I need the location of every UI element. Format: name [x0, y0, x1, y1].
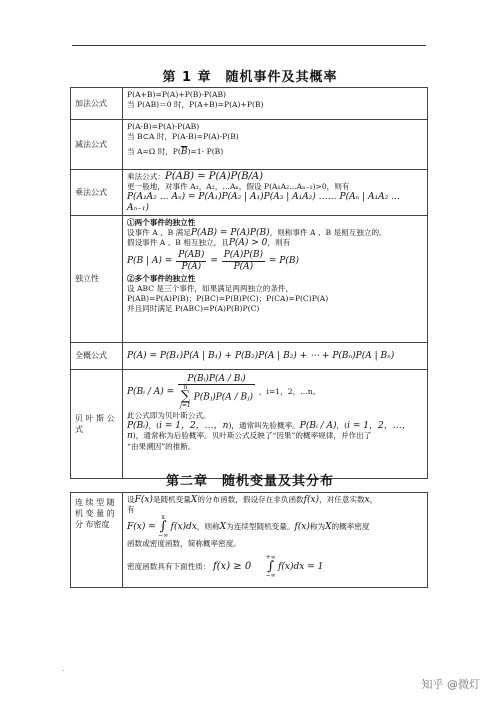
density-variable-x: X [325, 522, 332, 533]
bayes-text-2b: ，( [148, 421, 160, 431]
bayes-text-3b: )，通常称为后验概率。贝叶斯公式反映了“因果”的概率规律，并作出了 [132, 431, 372, 441]
density-line-3 [127, 515, 423, 539]
table-row-independence [71, 215, 428, 342]
summation-lower: j=1 [180, 402, 191, 410]
chapter2-title: 第二章 随机变量及其分布 [165, 474, 334, 489]
summation-sign: ∑ [180, 389, 191, 405]
multiplication-general-formula: P(A₁A₂ … Aₙ) = P(A₁)P(A₂ | A₁)P(A₃ | A₁A₂) …… P(Aₙ | A₁A₂ … Aₙ₋₁) [127, 192, 401, 213]
bayes-line-3 [127, 431, 423, 441]
bayes-line-4: “由果溯因”的推断。 [127, 441, 196, 451]
fraction-2-numerator: P(A)P(B) [223, 250, 264, 261]
density-text-1i: ， [369, 495, 378, 504]
density-line-2: 有 [127, 505, 135, 515]
density-text-3g: 称为 [309, 522, 326, 532]
density-line-5 [127, 555, 423, 579]
multiplication-intro: 乘法公式： [127, 172, 165, 181]
bayes-label: 贝 叶 斯 公 式 [71, 369, 123, 478]
bayes-line-1: 此公式即为贝叶斯公式。 [127, 411, 211, 421]
density-text-1e: 的分布函数，假设存在非负函数 [197, 495, 304, 504]
density-line-4: 函数或密度函数，简称概率密度。 [127, 539, 241, 549]
integral-1-upper: x [161, 514, 165, 522]
table-row-continuous-density [71, 493, 428, 588]
bayes-denominator [178, 385, 255, 409]
fraction-2 [222, 250, 265, 271]
independence-text-2a: 假设事件 A 、B 相互独立，且 [127, 238, 229, 248]
density-text-3i: 的概率密度 [331, 522, 370, 532]
bayes-index-range: ，i=1，2，…n。 [258, 386, 321, 396]
density-properties-intro: 密度函数具有下面性质： [127, 561, 211, 571]
subtraction-label: 减法公式 [71, 120, 123, 170]
independence-line-5: 并且同时满足 P(ABC)=P(A)P(B)P(C) [127, 304, 260, 314]
integral-2-lower: −∞ [265, 571, 276, 579]
subtraction-line-3 [127, 147, 423, 157]
multiplication-label: 乘法公式 [71, 170, 123, 216]
integrand-1: f(x)dx [170, 522, 197, 533]
bayes-lhs: P(Bᵢ / A) = [127, 386, 175, 397]
integral-2-sign: ∫ [267, 558, 275, 574]
nonnegativity-property: f(x) ≥ 0 [212, 560, 252, 572]
integral-1-lower: −∞ [158, 532, 169, 540]
distribution-function: F(x) [134, 495, 153, 505]
equals-sign: = [210, 256, 218, 267]
fraction-1 [176, 250, 206, 271]
continuous-variable-x: X [219, 522, 227, 533]
continuous-density-label: 连 续 型 随 机 变 量 的 分 布密度 [71, 493, 123, 588]
complement-prefix: 当 A=Ω 时，P( [127, 147, 181, 157]
posterior-index-n: n [127, 431, 133, 442]
fraction-1-denominator: P(A) [181, 261, 202, 272]
total-probability-equation: P(A) = P(B₁)P(A | B₁) + P(B₂)P(A | B₂) + ⋯ + P(Bₙ)P(A | Bₙ) [127, 350, 395, 361]
fraction-2-denominator: P(A) [233, 261, 254, 272]
conditional-lhs: P(B | A) = [127, 256, 173, 267]
bayes-formulas [123, 369, 428, 478]
conditional-result: = P(B) [268, 256, 299, 267]
page-dot: . [62, 664, 65, 673]
complement-suffix: )=1- P(B) [187, 147, 224, 157]
density-text-3e: 为连续型随机变量。 [226, 522, 295, 532]
integral-2-upper: +∞ [265, 553, 276, 561]
independence-line-4: P(AB)=P(A)P(B)；P(BC)=P(B)P(C)；P(CA)=P(C)P(A) [127, 294, 329, 304]
integral-1-sign: ∫ [159, 519, 167, 535]
integral-2 [266, 555, 276, 579]
independence-line-1 [127, 228, 423, 238]
multiplication-formulas [123, 170, 428, 216]
random-variable-x: X [190, 495, 198, 505]
chapter1-title: 第 1 章 随机事件及其概率 [162, 70, 338, 85]
independence-heading-two: ①两个事件的独立性 [127, 217, 196, 227]
independence-formula-1: P(AB) = P(A)P(B) [190, 228, 270, 239]
independence-line-3: 设 ABC 是三个事件，如果满足两两独立的条件， [127, 284, 294, 294]
subtraction-line-2: 当 B⊂A 时，P(A-B)=P(A)-P(B) [127, 132, 239, 142]
independence-text-2c: ，则有 [267, 238, 291, 248]
fraction-1-numerator: P(AB) [178, 250, 205, 261]
bayes-denominator-term: P(Bⱼ)P(A / Bⱼ) [193, 392, 254, 403]
prior-term: P(Bᵢ) [127, 421, 149, 432]
subtraction-formulas [123, 120, 428, 170]
complement-b: $\overline{B}$ [180, 147, 188, 158]
addition-label: 加法公式 [71, 88, 123, 120]
total-probability-label: 全概公式 [71, 342, 123, 369]
total-probability-formula [123, 342, 428, 369]
addition-line-2: 当 P(AB)＝0 时，P(A+B)=P(A)+P(B) [127, 100, 264, 110]
cdf-lhs: F(x) = [127, 522, 156, 533]
conditional-equation [127, 250, 423, 271]
independence-text-1a: 设事件 A 、B 满足 [127, 228, 191, 238]
integral-1 [158, 515, 168, 539]
pdf-symbol: f(x) [294, 522, 310, 533]
bayes-equation [127, 374, 423, 409]
watermark: 知乎 @微灯 [421, 678, 480, 691]
top-rule [72, 45, 426, 46]
density-line-1 [127, 495, 423, 505]
addition-formulas [123, 88, 428, 120]
bayes-text-2d: )，通常叫先验概率。 [228, 421, 300, 431]
normalization-property: f(x)dx = 1 [278, 561, 324, 572]
subtraction-line-1: P(A-B)=P(A)-P(AB) [127, 122, 200, 131]
independence-label: 独立性 [71, 215, 123, 342]
bayes-fraction [178, 374, 255, 409]
chapter2-formula-table [70, 492, 428, 588]
density-text-1a: 设 [127, 495, 135, 504]
posterior-term: P(Bᵢ / A) [299, 421, 337, 432]
density-text-3c: ，则称 [196, 522, 220, 532]
chapter1-formula-table [70, 87, 428, 479]
bayes-line-2 [127, 421, 423, 431]
density-text-1g: ，对任意实数 [319, 495, 365, 504]
bayes-text-2f: ，( [336, 421, 348, 431]
real-number-x: x [364, 495, 370, 505]
table-row-total-probability [71, 342, 428, 369]
addition-line-1: P(A+B)=P(A)+P(B)-P(AB) [127, 90, 226, 99]
continuous-density-content [123, 493, 428, 588]
independence-formula-2: P(A) > 0 [228, 238, 268, 249]
summation [180, 385, 191, 409]
independence-formulas [123, 215, 428, 342]
summation-upper: n [183, 384, 188, 392]
independence-text-1c: ，则称事件 A 、B 是相互独立的。 [269, 228, 387, 238]
bayes-numerator: P(Bᵢ)P(A / Bᵢ) [178, 374, 255, 385]
independence-heading-multi: ②多个事件的独立性 [127, 273, 196, 283]
prior-index: i = 1，2，…，n [159, 421, 229, 432]
table-row-bayes [71, 369, 428, 478]
density-text-1c: 是随机变量 [152, 495, 191, 504]
table-row-addition [71, 88, 428, 120]
density-function: f(x) [303, 495, 320, 505]
table-row-multiplication [71, 170, 428, 216]
table-row-subtraction [71, 120, 428, 170]
multiplication-line-1 [127, 172, 423, 182]
multiplication-line-2: 更一般地，对事件 A₁，A₂，…Aₙ，假设 P(A₁A₂…Aₙ₋₁)>0，则有 [127, 182, 350, 192]
posterior-index: i = 1，2，…， [347, 421, 411, 432]
multiplication-formula: P(AB) = P(A)P(B/A) [164, 171, 264, 182]
independence-line-2 [127, 238, 423, 248]
